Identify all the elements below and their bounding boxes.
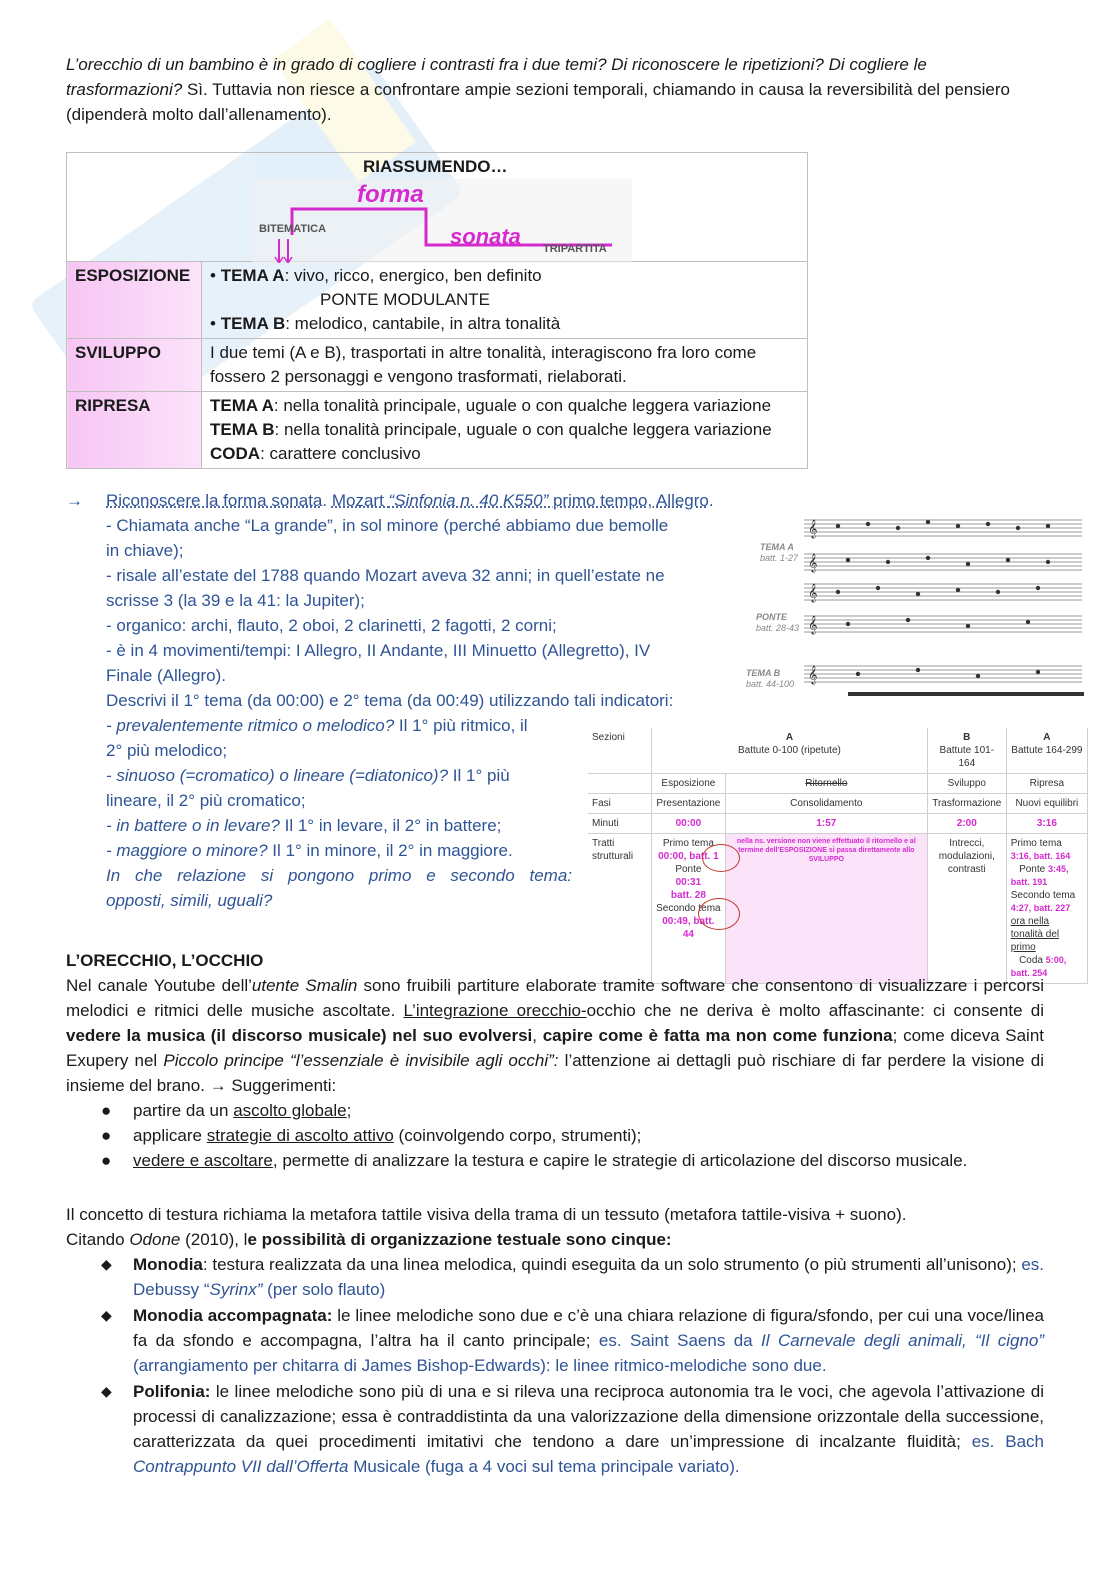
text-run: , xyxy=(532,1026,543,1045)
svg-text:𝄞: 𝄞 xyxy=(808,553,818,572)
mozart-line: - Chiamata anche “La grande”, in sol minore (perché abbiamo due bemolle xyxy=(106,516,669,535)
arrow-icon: → xyxy=(66,491,83,510)
text-run: ; xyxy=(346,1101,352,1120)
score-label-title: PONTE xyxy=(756,612,788,622)
text-run: Piccolo principe “l’essenziale è invisibile agli occhi”: xyxy=(163,1051,559,1070)
label-ripresa: RIPRESA xyxy=(67,392,202,469)
text-run: strategie di ascolto attivo xyxy=(206,1126,394,1145)
diagram-bitematica: BITEMATICA xyxy=(259,223,327,235)
content-sviluppo: I due temi (A e B), trasportati in altre tonalità, interagiscono fra loro come fossero 2 personaggi e vengono trasformati, rielaborati. xyxy=(202,339,808,392)
struct-head: B xyxy=(963,732,971,743)
struct-value: 4:27, batt. 227 xyxy=(1010,903,1071,913)
text-run: Monodia xyxy=(133,1255,203,1274)
score-label-ponte xyxy=(756,612,799,634)
struct-cell: Ritornello xyxy=(725,774,927,794)
struct-value: 5:00, batt. 254 xyxy=(1010,955,1067,978)
struct-line: Intrecci, xyxy=(949,838,985,849)
list-item xyxy=(66,1252,1044,1302)
answer-2a: Il 1° più xyxy=(448,766,510,785)
struct-line: contrasti xyxy=(947,864,986,875)
tema-a-label: TEMA A xyxy=(220,266,285,285)
struct-line: Coda xyxy=(1019,955,1043,966)
text-run: , permette di analizzare la testura e capire le strategie di articolazione del discorso musicale. xyxy=(272,1151,968,1170)
question-1: - prevalentemente ritmico o melodico? xyxy=(106,716,395,735)
struct-head: A xyxy=(785,732,794,743)
text-run: occhio che ne deriva è molto affascinante: ci consente di xyxy=(586,1001,1044,1020)
text-run: Odone xyxy=(129,1230,181,1249)
row-sviluppo xyxy=(67,339,808,392)
score-label-title: TEMA A xyxy=(760,542,794,552)
text-run: Contrappunto VII dall’Offerta xyxy=(133,1457,349,1476)
score-label-sub: batt. 1-27 xyxy=(760,553,799,563)
text-run: Il Carnevale degli animali, “Il cigno” xyxy=(761,1331,1045,1350)
svg-text:𝄞: 𝄞 xyxy=(808,583,818,602)
answer-1a: Il 1° più ritmico, il xyxy=(394,716,528,735)
mozart-line: Finale (Allegro). xyxy=(106,666,226,685)
label-sviluppo: SVILUPPO xyxy=(67,339,202,392)
summary-table xyxy=(66,152,808,469)
testura-paragraph: Il concetto di testura richiama la metafora tattile visiva della trama di un tessuto (metafora tattile-visiva + suono). xyxy=(66,1205,907,1224)
content-esposizione: • TEMA A: vivo, ricco, energico, ben definito PONTE MODULANTE • TEMA B: melodico, cantabile, in altra tonalità xyxy=(202,262,808,339)
tema-b-label: TEMA B xyxy=(220,314,286,333)
svg-text:𝄞: 𝄞 xyxy=(808,615,818,634)
struct-time: 00:00 xyxy=(652,814,726,834)
link-forma-sonata[interactable]: Riconoscere la forma sonata xyxy=(106,491,323,510)
orecchio-heading: L’ORECCHIO, L’OCCHIO xyxy=(66,951,264,970)
struct-line: Secondo tema xyxy=(656,903,721,914)
text-run: e possibilità di organizzazione testuale sono cinque: xyxy=(247,1230,672,1249)
question-4: - maggiore o minore? xyxy=(106,841,268,860)
text-run: vedere e ascoltare xyxy=(133,1151,273,1170)
struct-note: nella ns. versione non viene effettuato il ritornello e al termine dell’ESPOSIZIONE si passa direttamente allo SVILUPPO xyxy=(725,834,927,984)
struct-line: ora nella tonalità del primo xyxy=(1010,916,1060,953)
bullet-icon: ● xyxy=(101,1101,112,1120)
struct-cell: Esposizione xyxy=(652,774,726,794)
intro-question: L’orecchio di un bambino è in grado di cogliere i contrasti fra i due temi? Di riconoscere le ripetizioni? Di cogliere le trasformazioni? xyxy=(66,55,927,99)
ripresa-tema-a-desc: : nella tonalità principale, uguale o con qualche leggera variazione xyxy=(273,396,772,415)
ripresa-tema-a: TEMA A xyxy=(210,396,274,415)
orecchio-paragraph xyxy=(66,973,1044,1098)
text-run: sono fruibili partiture elaborate tramite software che consentono di visualizzare i percorsi melodici e ritmici delle musiche ascoltate. xyxy=(66,976,1045,1020)
struct-time: 1:57 xyxy=(725,814,927,834)
answer-3: Il 1° in levare, il 2° in battere; xyxy=(279,816,502,835)
link-mozart-a: Mozart xyxy=(331,491,389,510)
question-2: - sinuoso (=cromatico) o lineare (=diatonico)? xyxy=(106,766,449,785)
highlight-circle xyxy=(702,844,740,872)
question-3: - in battere o in levare? xyxy=(106,816,280,835)
struct-cell: Fasi xyxy=(588,794,652,814)
testura-intro xyxy=(66,1227,1044,1252)
struct-line: 00:00, batt. 1 xyxy=(658,851,719,862)
summary-header xyxy=(67,153,808,262)
struct-line: Secondo tema xyxy=(1010,890,1076,901)
struct-cell: Consolidamento xyxy=(725,794,927,814)
text-run: (coinvolgendo corpo, strumenti); xyxy=(393,1126,642,1145)
struct-cell: Presentazione xyxy=(652,794,726,814)
mozart-section: → Riconoscere la forma sonata. Mozart “Sinfonia n. 40 K550” primo tempo, Allegro. - Chiamata anche “La grande”, in sol minore (perché abbiamo due bemolle in chiave); - risale all’estate del 1788 quando Mozart aveva 32 anni; in quell’estate ne scrisse 3 (la 39 e la 41: la Jupiter); - organico: archi, flauto, 2 oboi, 2 clarinetti, 2 fagotti, 2 corni; - è in 4 movimenti/tempi: I Allegro, II Andante, III Minuetto (Allegretto), IV Finale (Allegro). Descrivi il 1° tema (da 00:00) e 2° tema (da 00:49) utilizzando tali indicatori: - prevalentemente ritmico o melodico? Il 1° più ritmico, il 2° più melodico; - sinuoso (=cromatico) o lineare (=diatonico)? Il 1° più lineare, il 2° più cromatico; - in battere o in levare? Il 1° in levare, il 2° in battere; - maggiore o minore? Il 1° in minore, il 2° in maggiore. In che relazione si pongono primo e secondo tema: opposti, simili, uguali? xyxy=(66,488,726,913)
text-run: Syrinx” xyxy=(209,1280,263,1299)
score-label-tema-b xyxy=(746,668,794,690)
text-run: ascolto globale xyxy=(233,1101,347,1120)
struct-line: Ponte xyxy=(1019,864,1046,875)
bullet-icon: ● xyxy=(101,1151,112,1170)
text-run: (arrangiamento per chitarra di James Bishop-Edwards): le linee ritmico-melodiche sono due. xyxy=(133,1356,827,1375)
mozart-line: - risale all’estate del 1788 quando Mozart aveva 32 anni; in quell’estate ne xyxy=(106,566,665,585)
ripresa-coda-desc: : carattere conclusivo xyxy=(260,444,421,463)
answer-4: Il 1° in minore, il 2° in maggiore. xyxy=(267,841,513,860)
struct-cell: Ripresa xyxy=(1006,774,1087,794)
diamond-icon: ◆ xyxy=(101,1307,112,1323)
struct-cell: Nuovi equilibri xyxy=(1006,794,1087,814)
testura-section xyxy=(66,1202,1044,1479)
answer-1b: 2° più melodico; xyxy=(106,741,228,760)
answer-2b: lineare, il 2° più cromatico; xyxy=(106,791,306,810)
mozart-line: - è in 4 movimenti/tempi: I Allegro, II Andante, III Minuetto (Allegretto), IV xyxy=(106,641,651,660)
score-excerpt xyxy=(738,508,1084,708)
text-run: Nel canale Youtube dell’ xyxy=(66,976,252,995)
highlight-circle xyxy=(698,898,740,930)
text-run: es. Saint Saens da xyxy=(598,1331,762,1350)
text-run: ; come diceva Saint Exupery nel xyxy=(66,1026,1044,1070)
diagram-sonata: sonata xyxy=(450,224,521,249)
score-label-sub: batt. 28-43 xyxy=(756,623,800,633)
summary-title: RIASSUMENDO… xyxy=(363,157,508,176)
text-run: le linee melodiche sono più di una e si rileva una reciproca autonomia tra le voci, che agevola l’attivazione di processi di canalizzazione; essa è contraddistinta da una valorizzazione della dimensione orizzontale della successione, caratterizzata da quei procedimenti imitativi che tendono a dare un’impressione di incalzante fluidità; xyxy=(133,1382,1044,1451)
struct-head: Sezioni xyxy=(588,728,652,774)
list-item xyxy=(66,1098,1044,1123)
row-esposizione xyxy=(67,262,808,339)
testura-list xyxy=(66,1252,1044,1479)
orecchio-section xyxy=(66,948,1044,1173)
question-5b: opposti, simili, uguali? xyxy=(106,891,273,910)
struct-head-sub: Battute 164-299 xyxy=(1011,745,1083,756)
tema-a-desc: : vivo, ricco, energico, ben definito xyxy=(284,266,542,285)
bullet-icon: ● xyxy=(101,1126,112,1145)
list-item xyxy=(66,1148,1044,1173)
text-run: partire da un xyxy=(133,1101,234,1120)
list-item xyxy=(66,1123,1044,1148)
struct-cell: Sviluppo xyxy=(927,774,1006,794)
struct-head: A xyxy=(1043,732,1051,743)
intro-paragraph xyxy=(66,52,1044,127)
struct-head-sub: Battute 101-164 xyxy=(939,745,995,769)
struct-cell: Minuti xyxy=(588,814,652,834)
content-ripresa xyxy=(202,392,808,469)
text-run: Monodia accompagnata: xyxy=(133,1306,333,1325)
score-label-tema-a xyxy=(760,542,798,564)
struct-line: Primo tema xyxy=(1010,838,1062,849)
text-run: L’integrazione orecchio- xyxy=(403,1001,587,1020)
text-run: utente Smalin xyxy=(251,976,358,995)
row-ripresa xyxy=(67,392,808,469)
label-esposizione: ESPOSIZIONE xyxy=(67,262,202,339)
struct-cell: Tratti strutturali xyxy=(588,834,652,984)
score-label-title: TEMA B xyxy=(746,668,781,678)
intro-answer: Sì. Tuttavia non riesce a confrontare ampie sezioni temporali, chiamando in causa la reversibilità del pensiero (dipenderà molto dall’allenamento). xyxy=(66,80,1010,124)
mozart-line: - organico: archi, flauto, 2 oboi, 2 clarinetti, 2 fagotti, 2 corni; xyxy=(106,616,557,635)
diagram-forma: forma xyxy=(357,181,424,208)
text-run: vedere la musica (il discorso musicale) nel suo evolversi xyxy=(66,1026,533,1045)
mozart-line: in chiave); xyxy=(106,541,184,560)
score-label-sub: batt. 44-100 xyxy=(746,679,795,689)
text-run: Citando xyxy=(66,1230,130,1249)
tema-b-desc: : melodico, cantabile, in altra tonalità xyxy=(285,314,561,333)
list-item xyxy=(66,1303,1044,1378)
struct-line: modulazioni, xyxy=(938,851,995,862)
sonata-structure-table xyxy=(588,728,1088,984)
struct-time: 3:16 xyxy=(1006,814,1087,834)
diamond-icon: ◆ xyxy=(101,1383,112,1399)
mozart-line: scrisse 3 (la 39 e la 41: la Jupiter); xyxy=(106,591,365,610)
struct-line: Primo tema xyxy=(662,838,714,849)
ripresa-tema-b: TEMA B xyxy=(210,420,275,439)
struct-cell: Trasformazione xyxy=(927,794,1006,814)
svg-text:𝄞: 𝄞 xyxy=(808,519,818,538)
mozart-line: Descrivi il 1° tema (da 00:00) e 2° tema (da 00:49) utilizzando tali indicatori: xyxy=(106,691,674,710)
text-run: es. Debussy “ xyxy=(133,1255,1044,1299)
text-run: l’attenzione ai dettagli può rischiare di far perdere la visione di insieme del brano. → Suggerimenti: xyxy=(66,1051,1045,1095)
struct-line: 00:31 xyxy=(675,877,702,888)
ripresa-coda: CODA xyxy=(210,444,261,463)
struct-line: Ponte xyxy=(675,864,702,875)
struct-line: batt. 28 xyxy=(670,890,706,901)
text-run: Polifonia: xyxy=(133,1382,211,1401)
text-run: Musicale (fuga a 4 voci sul tema principale variato). xyxy=(348,1457,740,1476)
struct-value: 3:16, batt. 164 xyxy=(1010,851,1071,861)
text-run: applicare xyxy=(133,1126,207,1145)
ponte-modulante: PONTE MODULANTE xyxy=(320,290,491,309)
diagram-tripartita: TRIPARTITA xyxy=(543,243,607,255)
text-run: : testura realizzata da una linea melodica, quindi eseguita da un solo strumento (o più strumenti all’unisono); xyxy=(202,1255,1022,1274)
link-mozart-sinfonia[interactable] xyxy=(332,491,709,510)
text-run: es. Bach xyxy=(971,1432,1044,1451)
struct-value: 3:45, batt. 191 xyxy=(1010,864,1069,887)
link-mozart-c: primo tempo, Allegro xyxy=(548,491,709,510)
link-mozart-b: “Sinfonia n. 40 K550” xyxy=(388,491,549,510)
text-run: (2010), l xyxy=(180,1230,248,1249)
struct-time: 2:00 xyxy=(927,814,1006,834)
text-run: le linee melodiche sono due e c’è una chiara relazione di figura/sfondo, per cui una voce/linea fa da sfondo e accompagna, l’altra ha il canto principale; xyxy=(133,1306,1044,1350)
question-5a: In che relazione si pongono primo e secondo tema: xyxy=(106,866,572,885)
list-item xyxy=(66,1379,1044,1479)
diamond-icon: ◆ xyxy=(101,1256,112,1272)
ripresa-tema-b-desc: : nella tonalità principale, uguale o con qualche leggera variazione xyxy=(274,420,772,439)
text-run: capire come è fatta ma non come funziona xyxy=(542,1026,893,1045)
struct-head-sub: Battute 0-100 (ripetute) xyxy=(738,745,841,756)
suggestions-list xyxy=(66,1098,1044,1173)
struct-line: 00:49, batt. 44 xyxy=(662,916,715,940)
text-run: (per solo flauto) xyxy=(262,1280,386,1299)
svg-text:𝄞: 𝄞 xyxy=(808,665,818,684)
